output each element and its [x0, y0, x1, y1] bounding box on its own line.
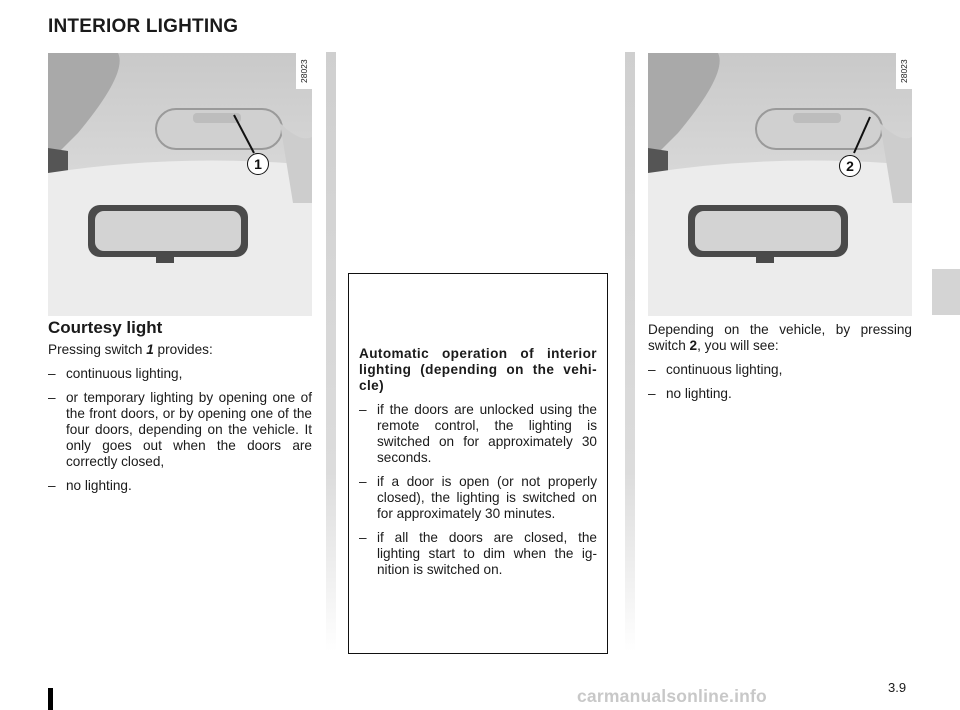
list-item: – continuous lighting,	[48, 366, 183, 381]
list-item: – continuous lighting,	[648, 362, 783, 377]
switch-2-section	[648, 322, 912, 410]
list-item: – if the doors are unlocked using the remote control, the lighting is switched on for approximately 30 seconds.	[359, 402, 597, 465]
switch-ref: 1	[146, 342, 154, 357]
switch-ref: 2	[689, 338, 698, 353]
column-divider	[625, 52, 635, 652]
courtesy-light-section	[48, 320, 312, 502]
intro-paragraph: Pressing switch 1 provides:	[48, 342, 213, 357]
section-heading: Courtesy light	[48, 318, 163, 337]
courtesy-light-illustration	[48, 53, 312, 316]
list-item: – no lighting.	[648, 386, 732, 401]
edge-marker	[48, 688, 53, 710]
list-item: – or temporary lighting by opening one of the front doors, or by opening one of the four doors, depending on the vehicle. It only goes out when the doors are correctly closed,	[48, 390, 312, 469]
callout-2: 2	[839, 155, 861, 177]
list-item: – no lighting.	[48, 478, 132, 493]
list-item: – if a door is open (or not properly closed), the lighting is switched on for approximately 30 minutes.	[359, 474, 597, 521]
figure-code: 28023	[896, 53, 912, 89]
list-item: – if all the doors are closed, the lighting start to dim when the ig-nition is switched on.	[359, 530, 597, 577]
courtesy-light-photo-2	[648, 53, 912, 316]
column-divider	[326, 52, 336, 652]
page-title: INTERIOR LIGHTING	[48, 16, 239, 37]
intro-paragraph: Depending on the vehicle, by pressing switch 2, you will see:	[648, 322, 912, 353]
courtesy-light-illustration-2	[648, 53, 912, 316]
box-heading: Automatic operation of interior lighting (depending on the vehi-cle)	[359, 346, 597, 393]
automatic-operation-box	[348, 273, 608, 654]
page-number: 3.9	[888, 680, 907, 695]
section-tab	[932, 269, 960, 315]
figure-code: 28023	[296, 53, 312, 89]
callout-1: 1	[247, 153, 269, 175]
watermark: carmanualsonline.info	[577, 686, 767, 706]
courtesy-light-photo	[48, 53, 312, 316]
